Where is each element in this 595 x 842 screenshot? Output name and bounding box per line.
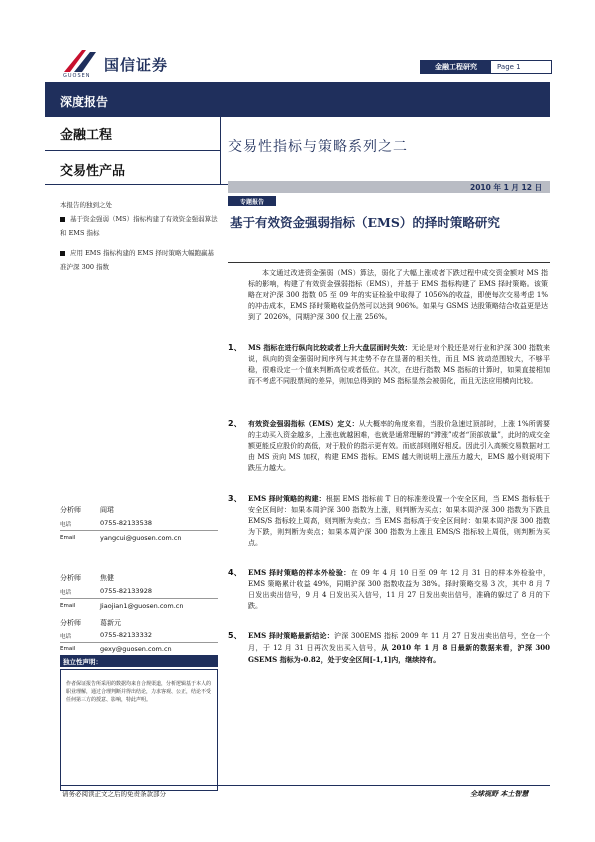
guosen-logo-icon	[62, 46, 102, 74]
phone-label: 电话	[60, 522, 72, 528]
footer-disclaimer: 请务必阅读正文之后的免责条款部分	[62, 790, 166, 798]
finding-item: 3、 EMS 择时策略的构建：根据 EMS 指标前 T 日的标准差设置一个安全区间，当 EMS 指标低于安全区间时：如果本周沪深 300 指数为上涨，则判断为买点；如果本周沪深 300 指数为下跌且 EMS/S 指标较上周高，则判断为卖点；当 EMS 指标高于安全区间时：如果本周沪深 300 指数为下跌，则判断为卖点；如果本周沪深 300 指数为上涨且 EMS/S 指标较上周低，则判断为买点。	[228, 494, 550, 547]
banner	[45, 82, 550, 117]
footer-rule	[60, 785, 550, 786]
report-date: 2010 年 1 月 12 日	[470, 183, 543, 192]
footer-slogan: 全球视野 本土智慧	[470, 789, 529, 798]
category-primary: 金融工程	[60, 128, 113, 143]
divider	[60, 598, 218, 599]
banner-label: 深度报告	[60, 95, 109, 109]
report-tag: 专题报告	[228, 196, 276, 206]
phone-label: 电话	[60, 590, 72, 596]
report-type: 金融工程研究	[421, 61, 491, 73]
page-number: Page 1	[497, 63, 521, 71]
analyst-role: 分析师	[60, 619, 81, 627]
analyst-name: 焦健	[100, 574, 114, 582]
email-label: Email	[60, 535, 76, 541]
email-label: Email	[60, 603, 76, 609]
category-secondary: 交易性产品	[60, 164, 126, 179]
divider	[45, 150, 220, 151]
analyst-role: 分析师	[60, 574, 81, 582]
phone-number: 0755-82133928	[100, 587, 152, 595]
square-bullet-icon	[60, 251, 65, 256]
phone-number: 0755-82133538	[100, 519, 152, 527]
phone-label: 电话	[60, 634, 72, 640]
finding-item: 4、 EMS 择时策略的样本外检验：在 09 年 4 月 10 日至 09 年 12 月 31 日的样本外检验中，EMS 策略累计收益 49%，同期沪深 300 指数收益为 38%。择时策略交易 3 次，其中 8 月 7 日发出卖出信号，9 月 4 日发出买入信号，11 月 27 日发出卖出信号，准确的躲过了 8 月的下跌。	[228, 568, 550, 610]
finding-item: 1、 MS 指标在进行纵向比较或者上升大盘层面时失效：无论是对个股还是对行业和沪深 300 指数来说，纵向的资金强弱时间序列与其走势不存在显著的相关性，而且 MS 波动范围较大，不够平稳，很难设定一个值来判断高位或者低位。其次，在进行指数 MS 指标的计算时，如果直接相加而不考虑不同股票间的差异，则加总得到的 MS 指标显然会被弱化，而且无法应用横向比较。	[228, 343, 550, 385]
phone-number: 0755-82133332	[100, 631, 152, 639]
email-label: Email	[60, 646, 76, 652]
email-link[interactable]: Jiaojian1@guosen.com.cn	[100, 602, 184, 610]
email-link[interactable]: gexy@guosen.com.cn	[100, 645, 172, 653]
title-rule	[228, 262, 550, 263]
disclaimer-title: 独立性声明：	[63, 658, 102, 666]
email-link[interactable]: yangcui@guosen.com.cn	[100, 534, 182, 542]
square-bullet-icon	[60, 217, 65, 222]
series-title: 交易性指标与策略系列之二	[228, 139, 408, 155]
finding-item: 5、 EMS 择时策略最新结论：沪深 300EMS 指标 2009 年 11 月 27 日发出卖出信号，空仓一个月，于 12 月 31 日再次发出买入信号，从 2010 年 1 月 8 日最新的数据来看，沪深 300 GSEMS 指标为-0.82，处于安全区间[-1,1]内，继续持有。	[228, 631, 550, 664]
toc-item: 应用 EMS 指标构建的 EMS 择时策略大幅跑赢基准沪深 300 指数	[60, 249, 214, 271]
analyst-role: 分析师	[60, 506, 81, 514]
toc-item: 基于资金强弱（MS）指标构建了有效资金强弱算法和 EMS 指标	[60, 215, 218, 237]
divider	[60, 642, 218, 643]
finding-item: 2、 有效资金强弱指标（EMS）定义：从大概率的角度来看，当股价急速过顶部时，上涨 1%所需要的主动买入资金越多，上涨也就越困难，也就是通常理解的“滞涨”或者“顶部放量”，此时的成交金额更能反应股价的高低，对于股价的指示更有效。而底部则刚好相反。因此引入高频交易数据对工由 MS 贡向 MS 加权，构建 EMS 指标。EMS 越大则说明上涨压力越大，EMS 越小则说明下跌压力越大。	[228, 419, 550, 472]
analyst-name: 阎珺	[100, 506, 114, 514]
toc-title: 本报告的独到之处	[60, 201, 112, 209]
divider	[60, 530, 218, 531]
divider	[220, 117, 221, 184]
main-title: 基于有效资金强弱指标（EMS）的择时策略研究	[230, 215, 500, 230]
logo-subtext: GUOSEN	[63, 73, 91, 79]
header-report-box	[420, 60, 552, 74]
intro-paragraph: 本文通过改进资金强弱（MS）算法，弱化了大幅上涨或者下跌过程中成交资金额对 MS 指标的影响，构建了有效资金强弱指标（EMS），并基于 EMS 指标构建了 EMS 择时策略。该策略在对沪深 300 指数 05 至 09 年的实证检验中取得了 1056%的收益，即使每次交易考虑 1%的冲击成本，EMS 择时策略收益仍然可以达到 906%。如果与 GSMS 达股策略结合收益更是达到了 2026%，同期沪深 300 仅上涨 256%。	[248, 269, 548, 321]
disclaimer-text: 作者保证报告所采用的数据均来自合规渠道，分析逻辑基于本人的职业理解，通过合理判断并得出结论，力求客观、公正，结论不受任何第三方的授意、影响，特此声明。	[66, 681, 212, 703]
logo-text: 国信证券	[104, 56, 169, 74]
analyst-name: 葛新元	[100, 619, 121, 627]
